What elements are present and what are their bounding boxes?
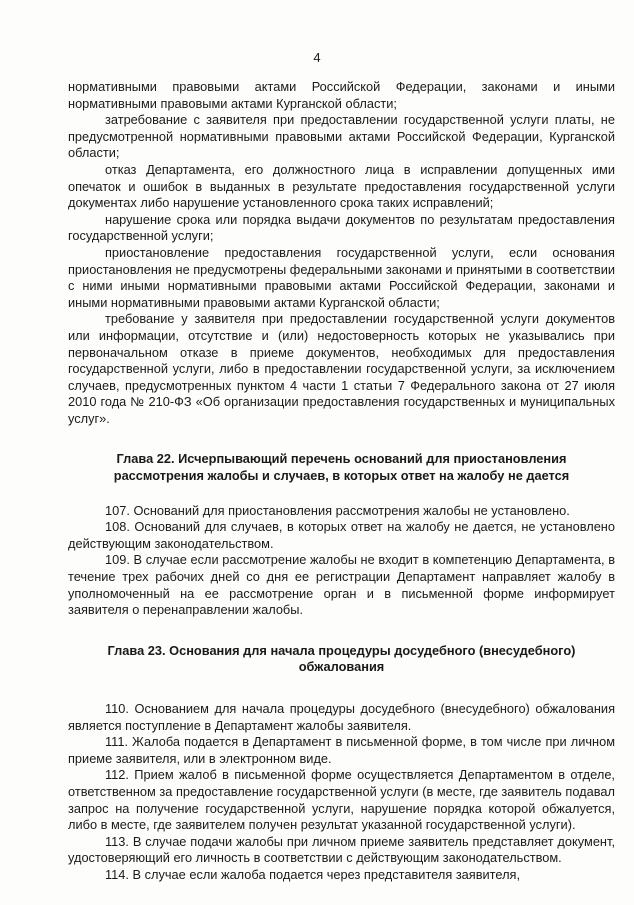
intro-section — [68, 79, 615, 427]
paragraph: требование у заявителя при предоставлении государственной услуги документов или информации, отсутствие и (или) недостоверность которых не указывались при первоначальном отказе в приеме документов, необходимых для предоставления государственной услуги, либо в предоставлении государственной услуги, за исключением случаев, предусмотренных пунктом 4 части 1 статьи 7 Федерального закона от 27 июля 2010 года № 210-ФЗ «Об организации предоставления государственных и муниципальных услуг». — [68, 311, 615, 426]
chapter-heading — [68, 643, 615, 676]
spacer — [68, 427, 615, 451]
paragraph: 108. Оснований для случаев, в которых ответ на жалобу не дается, не установлено действующим законодательством. — [68, 519, 615, 551]
page-number: 4 — [313, 50, 321, 65]
chapter-heading — [68, 451, 615, 484]
spacer — [68, 676, 615, 701]
paragraph: приостановление предоставления государственной услуги, если основания приостановления не предусмотрены федеральными законами и принятыми в соответствии с ними иными нормативными правовыми актами Российской Федерации, законами и иными нормативными правовыми актами Курганской области; — [68, 244, 616, 310]
spacer — [68, 619, 615, 643]
paragraph: 112. Прием жалоб в письменной форме осуществляется Департаментом в отделе, ответственном за предоставление государственной услуги (в месте, где заявитель подавал запрос на получение государственной услуги, нарушение порядка которой обжалуется, либо в месте, где заявителем получен результат указанной государственной услуги). — [68, 767, 615, 833]
document-body — [68, 79, 615, 884]
paragraph: нормативными правовыми актами Российской Федерации, законами и иными нормативными правовыми актами Курганской области; — [68, 79, 615, 111]
paragraph: 114. В случае если жалоба подается через представителя заявителя, — [105, 866, 521, 882]
chapter-heading-line: Глава 23. Основания для начала процедуры досудебного (внесудебного) — [107, 642, 576, 658]
paragraph: 109. В случае если рассмотрение жалобы не входит в компетенцию Департамента, в течение трех рабочих дней со дня ее регистрации Департамент направляет жалобу в уполномоченный на ее рассмотрение орган и в письменной форме информирует заявителя о перенаправлении жалобы. — [68, 552, 615, 618]
chapter-23 — [68, 643, 615, 884]
paragraph: 113. В случае подачи жалобы при личном приеме заявитель представляет документ, удостоверяющий его личность в соответствии с действующим законодательством. — [68, 833, 615, 866]
paragraph: 110. Основанием для начала процедуры досудебного (внесудебного) обжалования является поступление в Департамент жалобы заявителя. — [68, 701, 615, 733]
paragraph: 107. Оснований для приостановления рассмотрения жалобы не установлено. — [105, 502, 570, 518]
chapter-heading-line: рассмотрения жалобы и случаев, в которых ответ на жалобу не дается — [113, 468, 570, 484]
paragraph: затребование с заявителя при предоставлении государственной услуги платы, не предусмотренной нормативными правовыми актами Российской Федерации, Курганской области; — [68, 112, 615, 161]
paragraph: нарушение срока или порядка выдачи документов по результатам предоставления государственной услуги; — [68, 211, 615, 244]
spacer — [68, 485, 615, 503]
paragraph: отказ Департамента, его должностного лица в исправлении допущенных ими опечаток и ошибок в выданных в результате предоставления государственной услуги документах либо нарушение установленного срока таких исправлений; — [68, 161, 615, 211]
chapter-heading-line: обжалования — [298, 659, 385, 675]
chapter-heading-line: Глава 22. Исчерпывающий перечень оснований для приостановления — [116, 451, 567, 467]
paragraph: 111. Жалоба подается в Департамент в письменной форме, в том числе при личном приеме заявителя, или в электронном виде. — [68, 734, 615, 766]
chapter-22 — [68, 451, 615, 618]
